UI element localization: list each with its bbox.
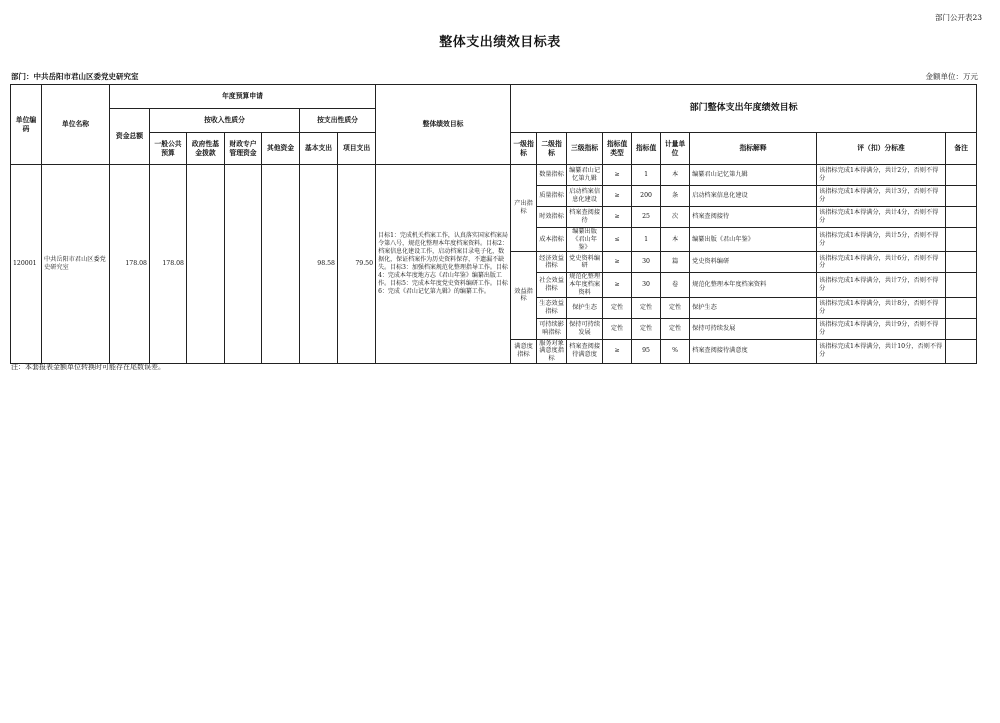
header-remarks: 备注 — [946, 133, 977, 165]
indicator-l3: 编纂君山记忆第九辑 — [567, 165, 603, 186]
indicator-type: ≥ — [603, 273, 632, 297]
indicator-unit: 定性 — [661, 297, 690, 318]
indicator-l2: 服务对象满意度指标 — [537, 339, 567, 363]
record-other — [262, 165, 300, 364]
record-goals: 目标1：完成机关档案工作，认真落实国家档案局令第八号，规范化整理本年度档案资料。目标2：档案信息化建设工作，启动档案目录电子化，数据化，保证档案作为历史资料保存，不遗漏不缺失。目标3：加强档案规范化整理指导工作。目标4：完成本年度地方志《君山年鉴》编纂出版工作。目标5：完成本年度党史资料编研工作。目标6：完成《君山记忆第九辑》的编纂工作。 — [376, 165, 511, 364]
header-scoring: 评（扣）分标准 — [817, 133, 946, 165]
record-basic: 98.58 — [300, 165, 338, 364]
header-unit-code: 单位编码 — [11, 85, 42, 165]
indicator-remark — [946, 228, 977, 252]
indicator-explanation: 规范化整理本年度档案资料 — [690, 273, 817, 297]
indicator-remark — [946, 186, 977, 207]
header-total-funds: 资金总额 — [110, 109, 150, 165]
record-project: 79.50 — [338, 165, 376, 364]
indicator-scoring: 该指标完成1本得满分，共计7分，否则不得分 — [817, 273, 946, 297]
indicator-value: 定性 — [632, 318, 661, 339]
header-by-expense: 按支出性质分 — [300, 109, 376, 133]
header-gov-fund: 政府性基金拨款 — [187, 133, 225, 165]
indicator-type: ≥ — [603, 207, 632, 228]
record-general: 178.08 — [150, 165, 187, 364]
indicator-l2: 生态效益指标 — [537, 297, 567, 318]
indicator-l3: 党史资料编研 — [567, 252, 603, 273]
indicator-l3: 编纂出版《君山年鉴》 — [567, 228, 603, 252]
level1-benefit: 效益指标 — [511, 252, 537, 339]
indicator-l2: 可持续影响指标 — [537, 318, 567, 339]
record-gov-fund — [187, 165, 225, 364]
indicator-unit: 本 — [661, 228, 690, 252]
indicator-unit: 本 — [661, 165, 690, 186]
indicator-l3: 档案查阅接待满意度 — [567, 339, 603, 363]
indicator-unit: 条 — [661, 186, 690, 207]
indicator-scoring: 该指标完成1本得满分，共计2分，否则不得分 — [817, 165, 946, 186]
header-level1: 一级指标 — [511, 133, 537, 165]
indicator-explanation: 保持可持续发展 — [690, 318, 817, 339]
record-name: 中共岳阳市君山区委党史研究室 — [42, 165, 110, 364]
header-overall-goal: 整体绩效目标 — [376, 85, 511, 165]
indicator-scoring: 该指标完成1本得满分，共计6分，否则不得分 — [817, 252, 946, 273]
header-project-expense: 项目支出 — [338, 133, 376, 165]
header-basic-expense: 基本支出 — [300, 133, 338, 165]
indicator-scoring: 该指标完成1本得满分，共计4分，否则不得分 — [817, 207, 946, 228]
indicator-type: ≥ — [603, 252, 632, 273]
indicator-l2: 质量指标 — [537, 186, 567, 207]
indicator-remark — [946, 339, 977, 363]
header-fiscal-mgmt: 财政专户管理资金 — [225, 133, 262, 165]
header-value-type: 指标值类型 — [603, 133, 632, 165]
indicator-unit: 卷 — [661, 273, 690, 297]
indicator-value: 25 — [632, 207, 661, 228]
indicator-scoring: 该指标完成1本得满分，共计3分，否则不得分 — [817, 186, 946, 207]
indicator-unit: 次 — [661, 207, 690, 228]
indicator-l3: 档案查阅接待 — [567, 207, 603, 228]
indicator-l2: 社会效益指标 — [537, 273, 567, 297]
department-label: 部门：中共岳阳市君山区委党史研究室 — [11, 72, 139, 81]
indicator-l2: 数量指标 — [537, 165, 567, 186]
indicator-l3: 保持可持续发展 — [567, 318, 603, 339]
indicator-type: ≥ — [603, 186, 632, 207]
indicator-type: 定性 — [603, 318, 632, 339]
record-total: 178.08 — [110, 165, 150, 364]
indicator-remark — [946, 318, 977, 339]
indicator-type: ≤ — [603, 228, 632, 252]
indicator-value: 1 — [632, 165, 661, 186]
performance-table — [10, 84, 977, 364]
indicator-l3: 规范化整理本年度档案资料 — [567, 273, 603, 297]
indicator-remark — [946, 207, 977, 228]
indicator-value: 定性 — [632, 297, 661, 318]
indicator-remark — [946, 165, 977, 186]
indicator-explanation: 档案查阅接待满意度 — [690, 339, 817, 363]
header-by-income: 按收入性质分 — [150, 109, 300, 133]
indicator-value: 1 — [632, 228, 661, 252]
indicator-type: 定性 — [603, 297, 632, 318]
page-title: 整体支出绩效目标表 — [439, 35, 561, 50]
indicator-explanation: 编纂君山记忆第九辑 — [690, 165, 817, 186]
indicator-scoring: 该指标完成1本得满分，共计8分，否则不得分 — [817, 297, 946, 318]
indicator-unit: 定性 — [661, 318, 690, 339]
indicator-l3: 保护生态 — [567, 297, 603, 318]
indicator-remark — [946, 273, 977, 297]
header-level2: 二级指标 — [537, 133, 567, 165]
indicator-value: 30 — [632, 252, 661, 273]
indicator-scoring: 该指标完成1本得满分，共计9分，否则不得分 — [817, 318, 946, 339]
indicator-l3: 启动档案信息化建设 — [567, 186, 603, 207]
record-fiscal — [225, 165, 262, 364]
header-level3: 三级指标 — [567, 133, 603, 165]
indicator-unit: % — [661, 339, 690, 363]
indicator-value: 200 — [632, 186, 661, 207]
indicator-value: 30 — [632, 273, 661, 297]
header-annual-budget: 年度预算申请 — [110, 85, 376, 109]
header-value: 指标值 — [632, 133, 661, 165]
indicator-type: ≥ — [603, 165, 632, 186]
indicator-value: 95 — [632, 339, 661, 363]
record-code: 120001 — [11, 165, 42, 364]
header-measure-unit: 计量单位 — [661, 133, 690, 165]
amount-unit-label: 金额单位：万元 — [925, 72, 978, 81]
header-explanation: 指标解释 — [690, 133, 817, 165]
indicator-explanation: 保护生态 — [690, 297, 817, 318]
indicator-remark — [946, 297, 977, 318]
indicator-explanation: 档案查阅接待 — [690, 207, 817, 228]
indicator-l2: 成本指标 — [537, 228, 567, 252]
header-general-budget: 一般公共预算 — [150, 133, 187, 165]
indicator-explanation: 党史资料编研 — [690, 252, 817, 273]
indicator-scoring: 该指标完成1本得满分，共计10分，否则不得分 — [817, 339, 946, 363]
header-unit-name: 单位名称 — [42, 85, 110, 165]
indicator-explanation: 启动档案信息化建设 — [690, 186, 817, 207]
indicator-remark — [946, 252, 977, 273]
form-code: 部门公开表23 — [934, 13, 982, 22]
level1-output: 产出指标 — [511, 165, 537, 252]
indicator-explanation: 编纂出版《君山年鉴》 — [690, 228, 817, 252]
indicator-scoring: 该指标完成1本得满分，共计5分，否则不得分 — [817, 228, 946, 252]
level1-satisfaction: 满意度指标 — [511, 339, 537, 363]
indicator-l2: 时效指标 — [537, 207, 567, 228]
header-dept-goal: 部门整体支出年度绩效目标 — [511, 85, 977, 133]
indicator-type: ≥ — [603, 339, 632, 363]
indicator-l2: 经济效益指标 — [537, 252, 567, 273]
indicator-unit: 篇 — [661, 252, 690, 273]
header-other-funds: 其他资金 — [262, 133, 300, 165]
footnote: 注：本套报表金额单位转换时可能存在尾数误差。 — [11, 363, 165, 371]
